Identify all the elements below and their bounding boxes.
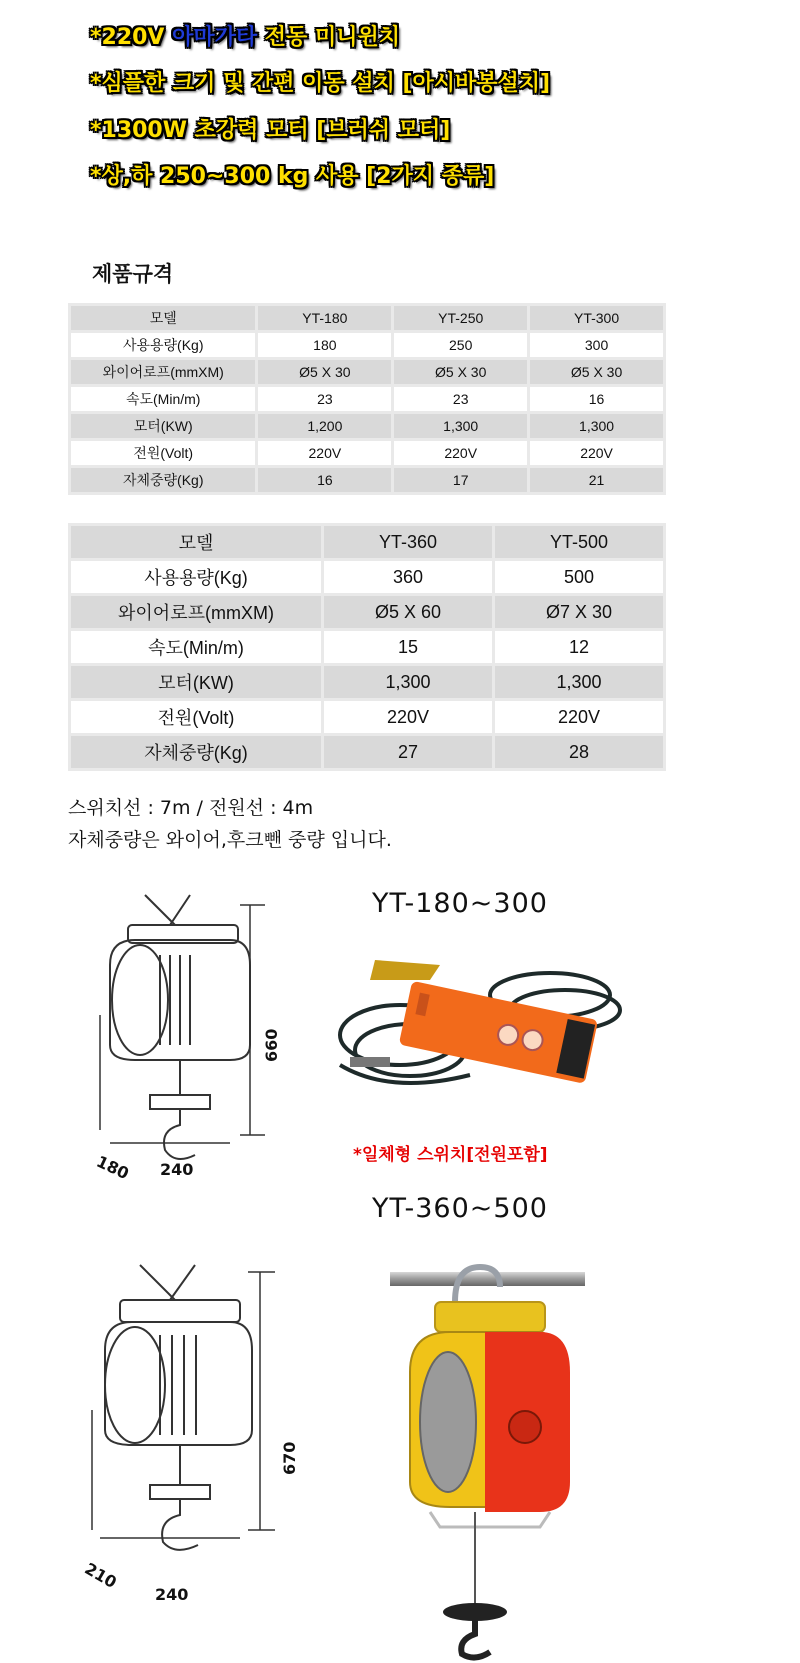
- table-cell: 21: [530, 468, 663, 492]
- table-cell: YT-360: [324, 526, 492, 558]
- table-cell: 16: [258, 468, 391, 492]
- note-cable-length: 스위치선 : 7m / 전원선 : 4m: [68, 797, 314, 819]
- table-cell: 220V: [495, 701, 663, 733]
- table-cell: 1,300: [394, 414, 527, 438]
- table-cell: Ø7 X 30: [495, 596, 663, 628]
- table-row: [71, 441, 663, 465]
- table-cell: 500: [495, 561, 663, 593]
- table-cell: 16: [530, 387, 663, 411]
- table-row: [71, 631, 663, 663]
- model-title-1: YT-180~300: [372, 888, 548, 919]
- dim-depth-1: 180: [93, 1151, 132, 1184]
- table-cell: 300: [530, 333, 663, 357]
- dim-width-2: 240: [155, 1585, 189, 1604]
- feature-line-4: [90, 159, 494, 190]
- table-cell: 17: [394, 468, 527, 492]
- table-row: [71, 306, 663, 330]
- model-title-2: YT-360~500: [372, 1193, 548, 1224]
- feature-text-highlight: 아마가타: [172, 25, 258, 50]
- table-cell: YT-180: [258, 306, 391, 330]
- table-cell: 360: [324, 561, 492, 593]
- feature-line-2: [90, 66, 550, 97]
- table-cell: YT-250: [394, 306, 527, 330]
- dim-height-1: 660: [262, 1028, 281, 1062]
- table-cell: 1,300: [495, 666, 663, 698]
- winch-photo: [390, 1262, 590, 1662]
- table-cell: 220V: [530, 441, 663, 465]
- table-cell: YT-500: [495, 526, 663, 558]
- feature-text: *상,하 250~300 kg 사용 [2가지 종류]: [90, 164, 495, 189]
- dim-depth-2: 210: [81, 1558, 120, 1593]
- table-row: [71, 414, 663, 438]
- feature-text: *1300W 초강력 모터 [브러쉬 모터]: [90, 118, 451, 143]
- table-row: [71, 468, 663, 492]
- table-row: [71, 701, 663, 733]
- table-cell: 15: [324, 631, 492, 663]
- table-cell: 250: [394, 333, 527, 357]
- winch-drawing-2: [80, 1260, 285, 1570]
- spec-title: 제품규격: [92, 262, 174, 286]
- table-cell: 220V: [324, 701, 492, 733]
- table-cell: 와이어로프(mmXM): [71, 596, 321, 628]
- table-cell: 220V: [394, 441, 527, 465]
- table-cell: 1,200: [258, 414, 391, 438]
- winch-drawing-1: [90, 885, 280, 1175]
- table-cell: 모터(KW): [71, 414, 255, 438]
- dim-width-1: 240: [160, 1160, 194, 1179]
- table-row: [71, 333, 663, 357]
- table-cell: 속도(Min/m): [71, 387, 255, 411]
- table-cell: 1,300: [324, 666, 492, 698]
- table-cell: 12: [495, 631, 663, 663]
- table-cell: 27: [324, 736, 492, 768]
- table-row: [71, 387, 663, 411]
- table-cell: 28: [495, 736, 663, 768]
- table-row: [71, 596, 663, 628]
- table-row: [71, 526, 663, 558]
- table-cell: 모델: [71, 306, 255, 330]
- table-cell: 전원(Volt): [71, 441, 255, 465]
- table-cell: 1,300: [530, 414, 663, 438]
- table-cell: Ø5 X 30: [258, 360, 391, 384]
- spec-table-large: [68, 523, 666, 771]
- feature-text: 전동 미니윈치: [257, 25, 400, 50]
- table-cell: 속도(Min/m): [71, 631, 321, 663]
- feature-text: *심플한 크기 및 간편 이동 설치 [아시바봉설치]: [90, 71, 551, 96]
- table-row: [71, 666, 663, 698]
- feature-text: *220V: [90, 25, 173, 50]
- table-cell: 전원(Volt): [71, 701, 321, 733]
- table-cell: 모델: [71, 526, 321, 558]
- table-cell: Ø5 X 30: [530, 360, 663, 384]
- table-cell: 자체중량(Kg): [71, 736, 321, 768]
- table-cell: 모터(KW): [71, 666, 321, 698]
- table-cell: 와이어로프(mmXM): [71, 360, 255, 384]
- table-row: [71, 736, 663, 768]
- table-row: [71, 360, 663, 384]
- dim-height-2: 670: [280, 1441, 299, 1475]
- table-cell: 180: [258, 333, 391, 357]
- note-weight: 자체중량은 와이어,후크뺀 중량 입니다.: [68, 829, 392, 851]
- table-cell: Ø5 X 60: [324, 596, 492, 628]
- table-cell: 220V: [258, 441, 391, 465]
- table-row: [71, 561, 663, 593]
- spec-table-small: [68, 303, 666, 495]
- table-cell: 23: [258, 387, 391, 411]
- table-cell: YT-300: [530, 306, 663, 330]
- pendant-switch-photo: [330, 955, 630, 1125]
- table-cell: 사용용량(Kg): [71, 333, 255, 357]
- table-cell: 23: [394, 387, 527, 411]
- table-cell: 자체중량(Kg): [71, 468, 255, 492]
- table-cell: Ø5 X 30: [394, 360, 527, 384]
- table-cell: 사용용량(Kg): [71, 561, 321, 593]
- feature-line-3: [90, 113, 450, 144]
- switch-caption: *일체형 스위치[전원포함]: [353, 1145, 548, 1165]
- feature-line-1: [90, 20, 400, 51]
